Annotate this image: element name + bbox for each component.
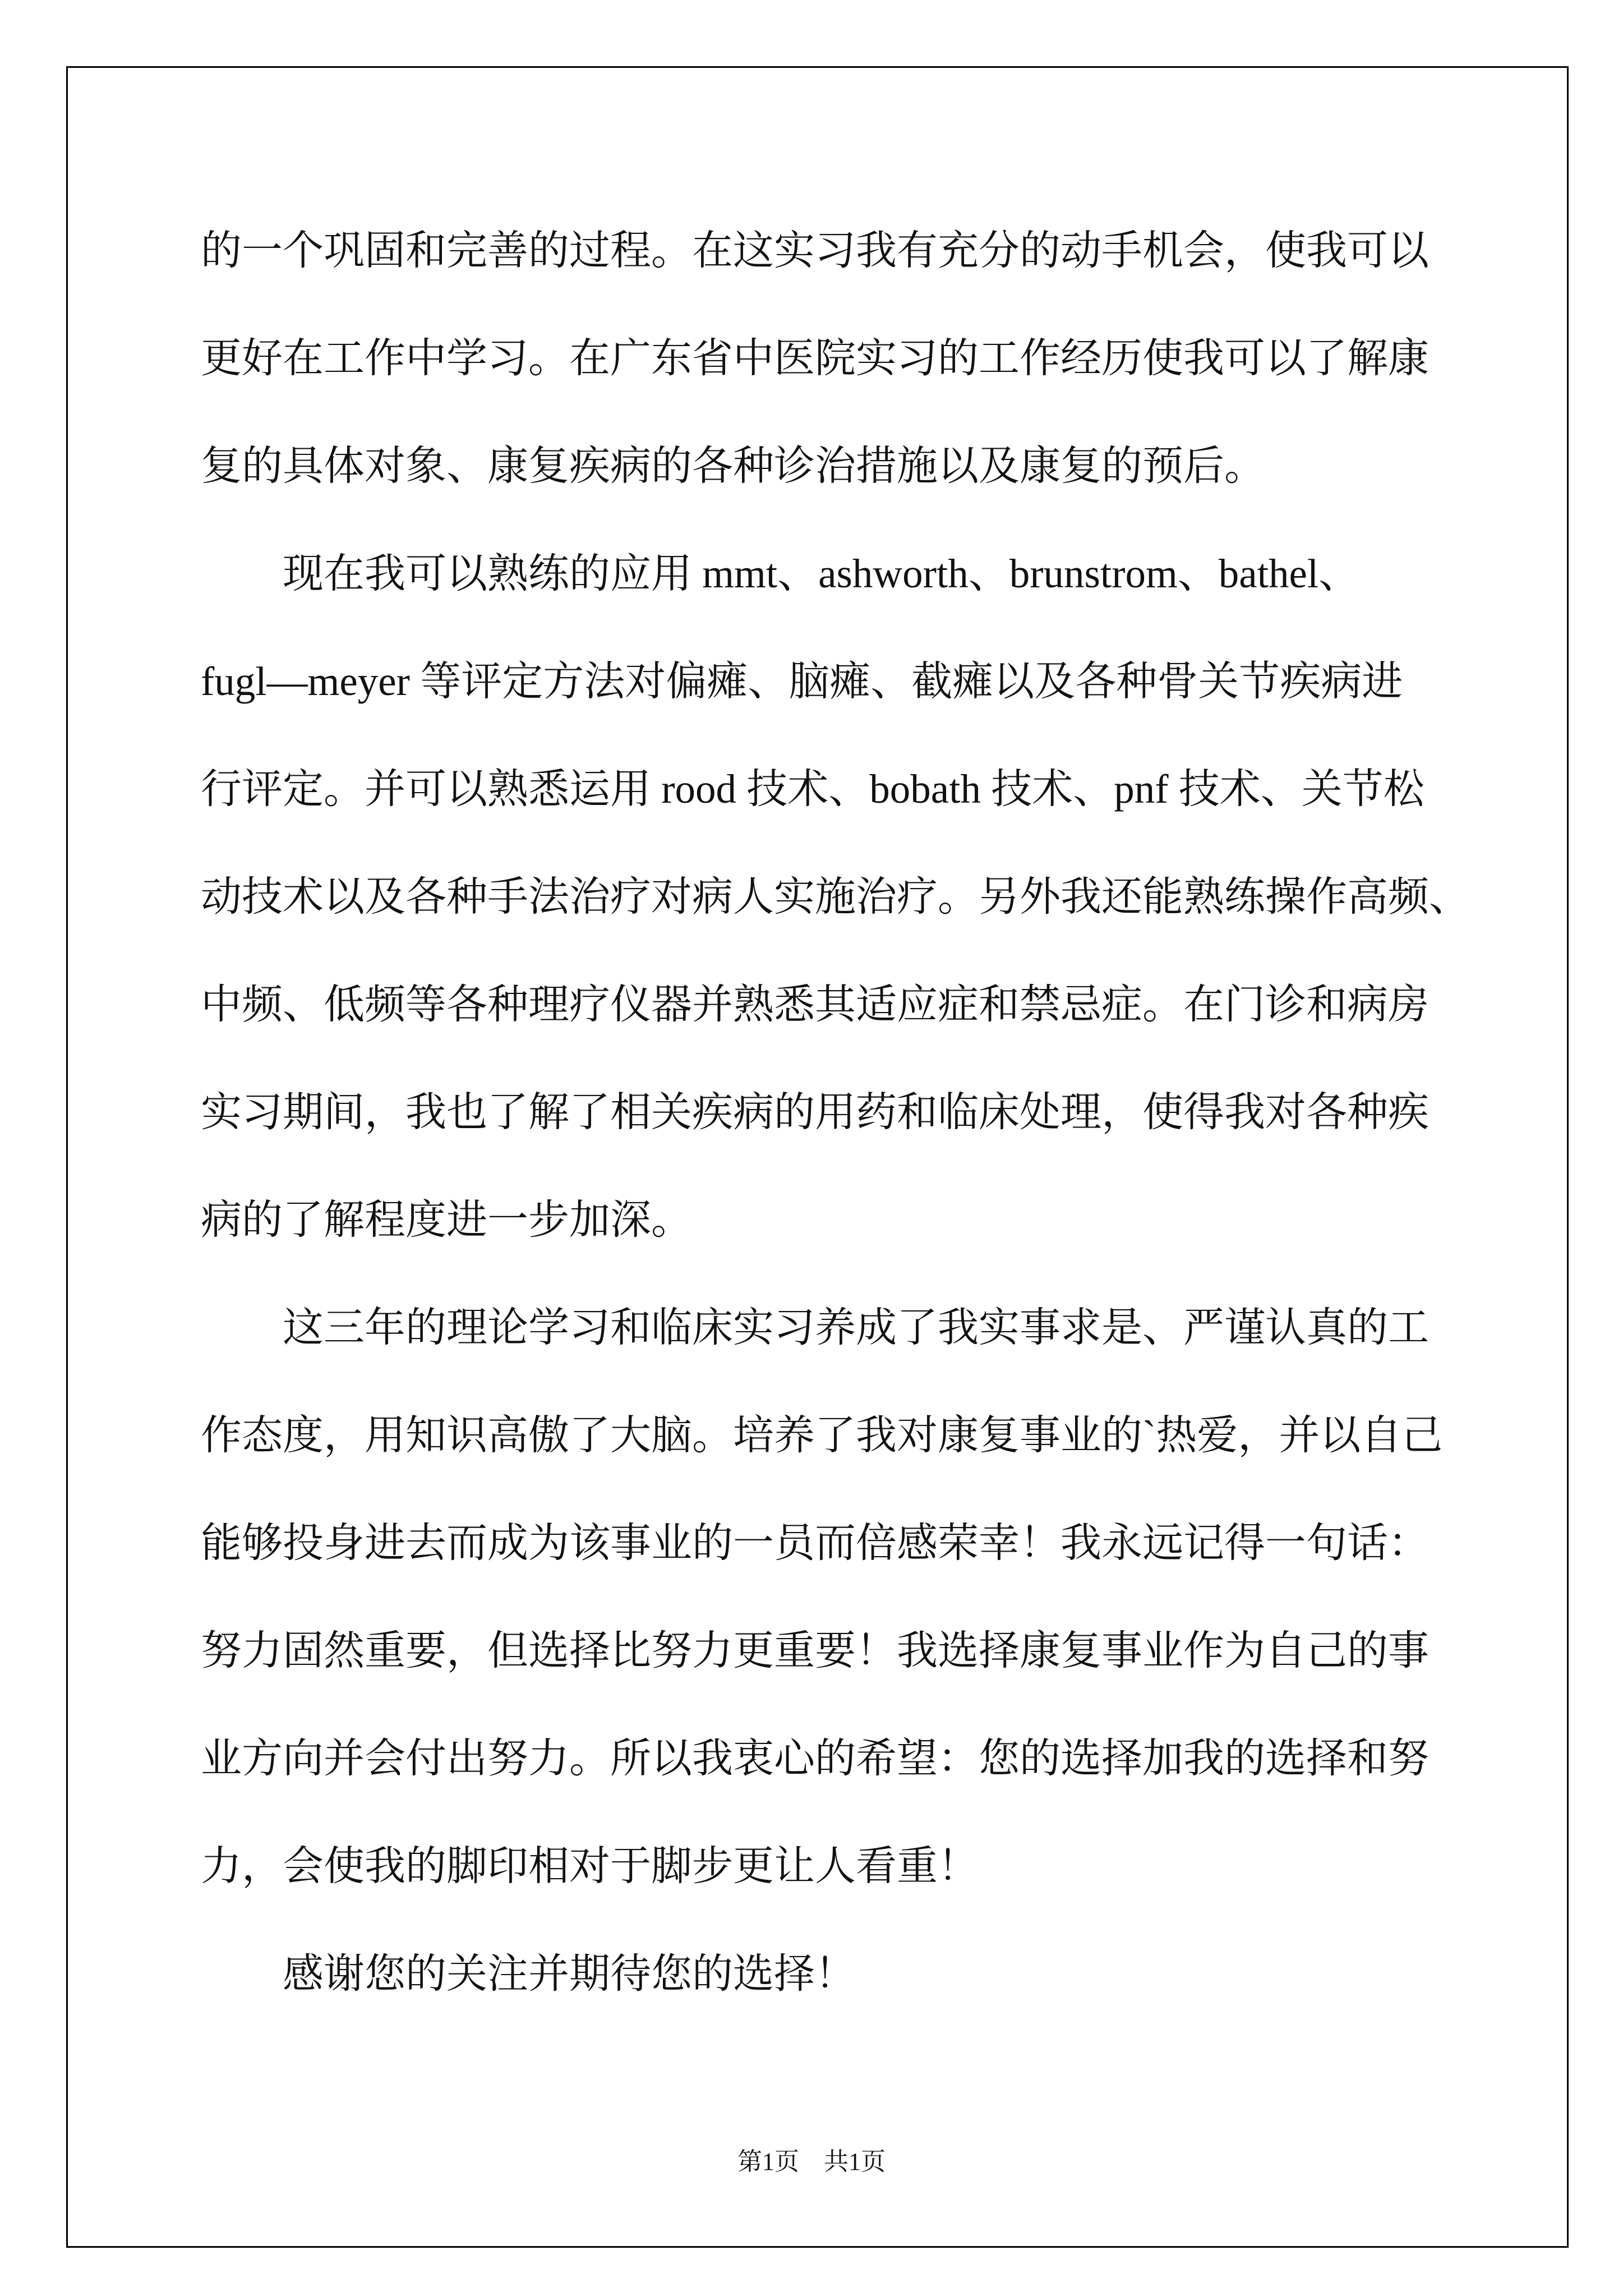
text-line: 能够投身进去而成为该事业的一员而倍感荣幸！我永远记得一句话：: [201, 1520, 1429, 1566]
text-line: 中频、低频等各种理疗仪器并熟悉其适应症和禁忌症。在门诊和病房: [201, 982, 1429, 1027]
text-line: 复的具体对象、康复疾病的各种诊治措施以及康复的预后。: [201, 443, 1265, 489]
page-footer: [0, 2146, 1623, 2178]
text-line: 行评定。并可以熟悉运用 rood 技术、bobath 技术、pnf 技术、关节松: [201, 766, 1424, 812]
text-line: 这三年的理论学习和临床实习养成了我实事求是、严谨认真的工: [283, 1305, 1429, 1350]
text-line: fugl—meyer 等评定方法对偏瘫、脑瘫、截瘫以及各种骨关节疾病进: [201, 659, 1403, 704]
paragraph: [201, 1920, 1558, 2028]
text-line: 病的了解程度进一步加深。: [201, 1197, 692, 1243]
paragraph: [201, 197, 1558, 520]
text-line: 力，会使我的脚印相对于脚步更让人看重！: [201, 1843, 979, 1889]
text-line: 努力固然重要，但选择比努力更重要！我选择康复事业作为自己的事: [201, 1628, 1429, 1673]
paragraph: [201, 520, 1558, 1274]
page-total: 共1页: [824, 2148, 886, 2175]
text-line: 感谢您的关注并期待您的选择！: [283, 1951, 856, 1996]
text-line: 作态度，用知识高傲了大脑。培养了我对康复事业的`热爱，并以自己: [201, 1412, 1443, 1458]
text-line: 动技术以及各种手法治疗对病人实施治疗。另外我还能熟练操作高频、: [201, 874, 1470, 919]
text-line: 的一个巩固和完善的过程。在这实习我有充分的动手机会，使我可以: [201, 228, 1429, 273]
text-line: 更好在工作中学习。在广东省中医院实习的工作经历使我可以了解康: [201, 335, 1429, 381]
body-text: [201, 197, 1558, 2028]
page-number: 第1页: [737, 2148, 799, 2175]
text-line: 业方向并会付出努力。所以我衷心的希望：您的选择加我的选择和努: [201, 1736, 1429, 1781]
paragraph: [201, 1274, 1558, 1920]
text-line: 实习期间，我也了解了相关疾病的用药和临床处理，使得我对各种疾: [201, 1089, 1429, 1135]
text-line: 现在我可以熟练的应用 mmt、ashworth、brunstrom、bathel、: [283, 551, 1360, 596]
